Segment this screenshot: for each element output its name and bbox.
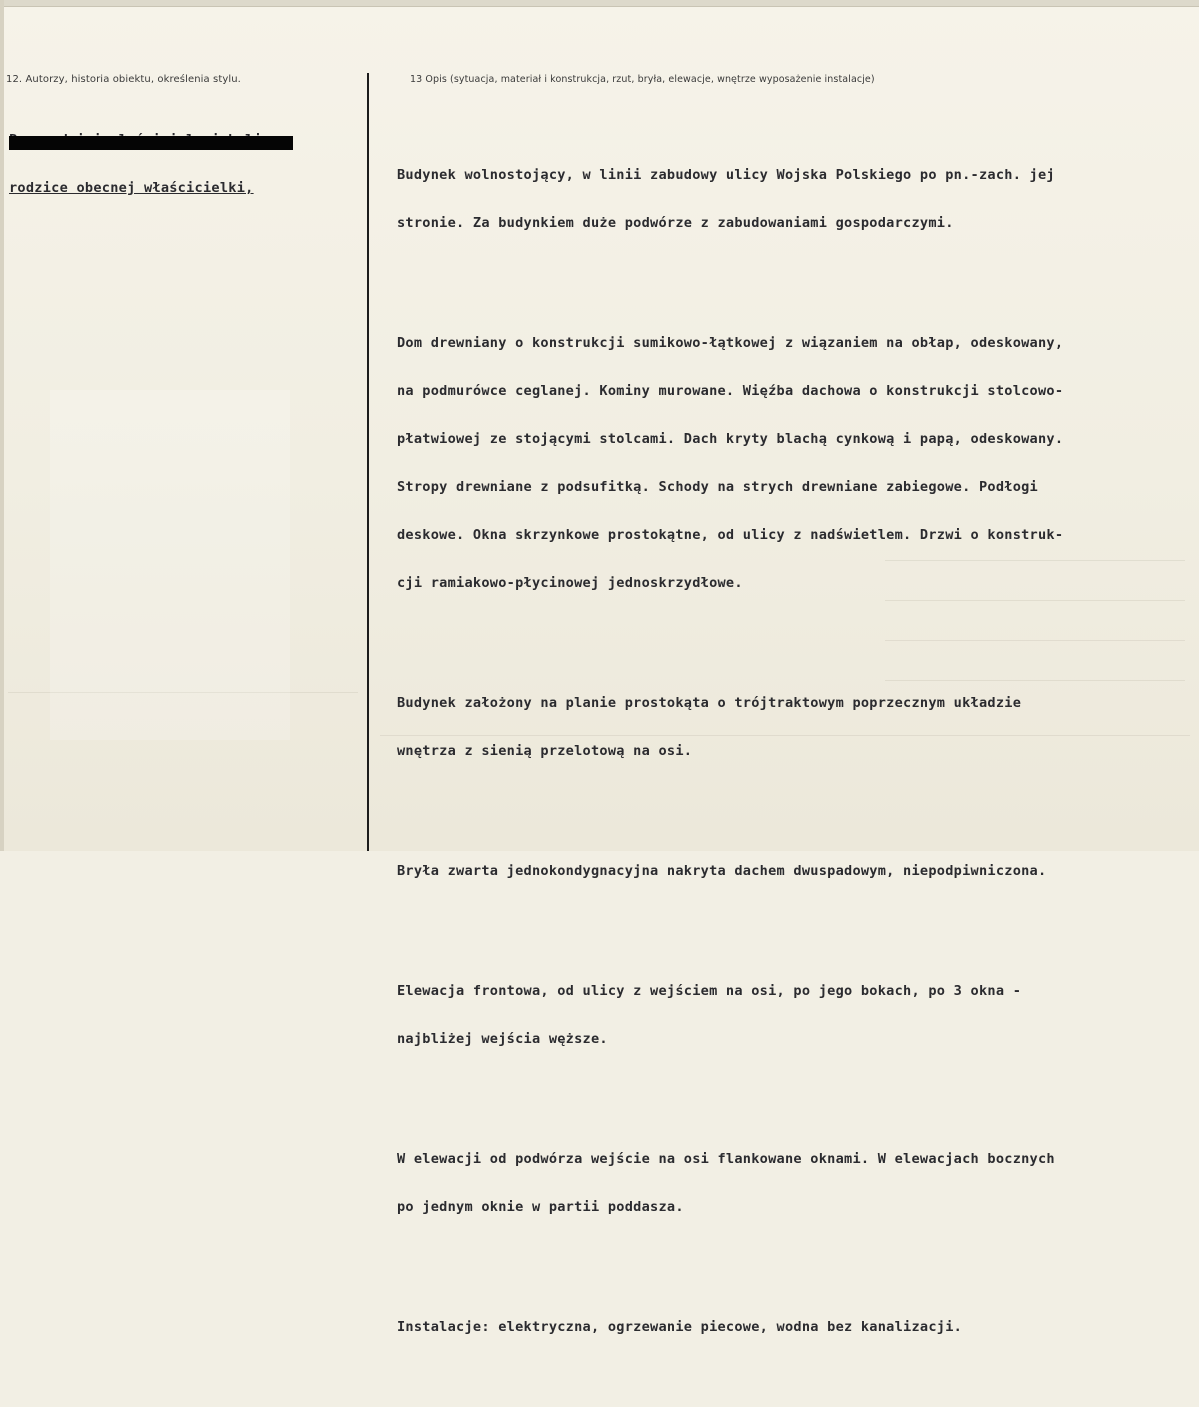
text-line: cji ramiakowo-płycinowej jednoskrzydłowe. <box>397 575 743 591</box>
description-text <box>397 103 1063 1407</box>
text-line: Stropy drewniane z podsufitką. Schody na strych drewniane zabiegowe. Podłogi <box>397 479 1038 495</box>
column-divider <box>367 73 369 851</box>
authors-history-text <box>9 100 262 228</box>
left-text-line: rodzice obecnej właścicielki, <box>9 180 254 196</box>
paragraph-location <box>397 135 1063 263</box>
scan-top-edge <box>0 0 1199 7</box>
text-line: Budynek założony na planie prostokąta o trójtraktowym poprzecznym układzie <box>397 695 1022 711</box>
paragraph-rear-elevation <box>397 1119 1063 1247</box>
paragraph-front-elevation <box>397 951 1063 1079</box>
text-line: Bryła zwarta jednokondygnacyjna nakryta dachem dwuspadowym, niepodpiwniczona. <box>397 863 1047 879</box>
text-line: najbliżej wejścia węższe. <box>397 1031 608 1047</box>
text-line: stronie. Za budynkiem duże podwórze z zabudowaniami gospodarczymi. <box>397 215 954 231</box>
text-line: deskowe. Okna skrzynkowe prostokątne, od ulicy z nadświetlem. Drzwi o konstruk- <box>397 527 1064 543</box>
text-line: po jednym oknie w partii poddasza. <box>397 1199 684 1215</box>
text-line: Budynek wolnostojący, w linii zabudowy ulicy Wojska Polskiego po pn.-zach. jej <box>397 167 1055 183</box>
field-13-header: 13 Opis (sytuacja, materiał i konstrukcja, rzut, bryła, elewacje, wnętrze wyposażenie instalacje) <box>410 74 875 85</box>
paragraph-installations <box>397 1287 1063 1367</box>
paragraph-mass <box>397 831 1063 911</box>
text-line: W elewacji od podwórza wejście na osi flankowane oknami. W elewacjach bocznych <box>397 1151 1055 1167</box>
text-line: płatwiowej ze stojącymi stolcami. Dach kryty blachą cynkową i papą, odeskowany. <box>397 431 1064 447</box>
scan-left-edge <box>0 0 4 851</box>
paragraph-plan <box>397 663 1063 791</box>
text-line: wnętrza z sienią przelotową na osi. <box>397 743 693 759</box>
faded-photo-area <box>50 390 290 740</box>
text-line: na podmurówce ceglanej. Kominy murowane. Więźba dachowa o konstrukcji stolcowo- <box>397 383 1064 399</box>
text-line: Dom drewniany o konstrukcji sumikowo-łątkowej z wiązaniem na obłap, odeskowany, <box>397 335 1064 351</box>
field-12-header: 12. Autorzy, historia obiektu, określenia stylu. <box>6 74 241 85</box>
redaction-bar <box>9 136 293 150</box>
text-line: Instalacje: elektryczna, ogrzewanie piecowe, wodna bez kanalizacji. <box>397 1319 963 1335</box>
paragraph-construction <box>397 303 1063 623</box>
text-line: Elewacja frontowa, od ulicy z wejściem na osi, po jego bokach, po 3 okna - <box>397 983 1022 999</box>
